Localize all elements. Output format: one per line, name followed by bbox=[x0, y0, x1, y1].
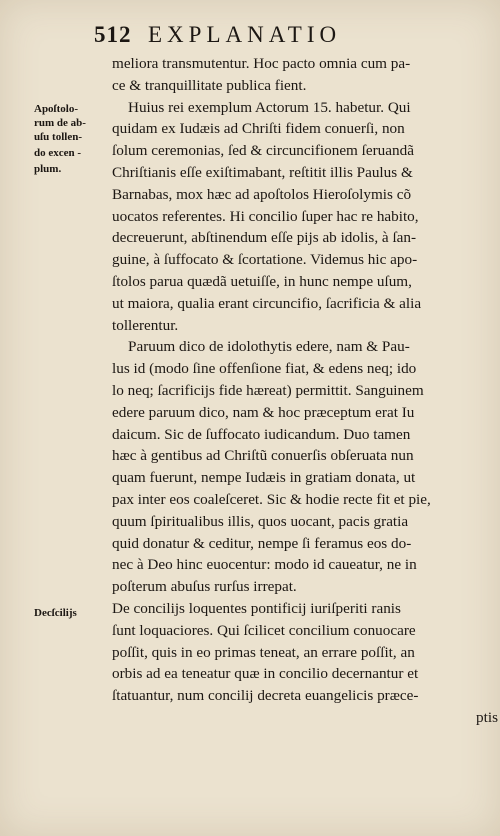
text-line: poſſit, quis in eo primas teneat, an errare poſſit, an bbox=[112, 643, 415, 661]
text-line: ut maiora, qualia erant circuncifio, ſacrificia & alia bbox=[112, 294, 422, 312]
main-text-block bbox=[112, 53, 498, 729]
text-line: ſunt loquaciores. Qui ſcilicet concilium conuocare bbox=[112, 621, 416, 639]
text-line: nec à Deo hinc euocentur: modo id caueatur, ne in bbox=[112, 556, 417, 574]
text-line: tollerentur. bbox=[112, 316, 179, 334]
text-line: edere paruum dico, nam & hoc præceptum erat Iu bbox=[112, 403, 415, 421]
text-line: quid donatur & ceditur, nempe ſi feramus eos do- bbox=[112, 534, 412, 552]
text-line: Paruum dico de idolothytis edere, nam & Pau- bbox=[128, 338, 410, 356]
text-line: hæc à gentibus ad Chriſtũ conuerſis obſeruata nun bbox=[112, 447, 414, 465]
text-line: Barnabas, mox hæc ad apoſtolos Hieroſolymis cõ bbox=[112, 185, 412, 203]
text-line: guine, à ſuffocato & ſcortatione. Videmus hic apo- bbox=[112, 251, 418, 269]
text-line: meliora transmutentur. Hoc pacto omnia cum pa- bbox=[112, 55, 411, 72]
text-line: decreuerunt, abſtinendum eſſe pijs ab idolis, à ſan- bbox=[112, 229, 417, 247]
margin-note: uſu tollen- bbox=[34, 131, 82, 143]
text-line: Huius rei exemplum Actorum 15. habetur. Qui bbox=[128, 98, 411, 116]
text-line: ſtolos parua quædã uetuiſſe, in hunc nempe uſum, bbox=[112, 272, 412, 290]
text-line: pax inter eos coaleſceret. Sic & hodie recte fit et pie, bbox=[112, 490, 431, 508]
text-line: ſtatuantur, num concilij decreta euangelicis præce- bbox=[112, 687, 419, 705]
text-line: quum ſpiritualibus illis, quos uocant, pacis gratia bbox=[112, 512, 409, 530]
text-line: quidam ex Iudæis ad Chriſti fidem conuerſi, non bbox=[112, 120, 405, 138]
margin-note: do excen - bbox=[34, 147, 82, 159]
page-number: 512 bbox=[94, 22, 132, 47]
running-head: EXPLANATIO bbox=[148, 22, 342, 47]
text-line: Chriſtianis eſſe exiſtimabant, reſtitit illis Paulus & bbox=[112, 163, 413, 181]
text-line: uocatos referentes. Hi concilio ſuper hac re habito, bbox=[112, 207, 419, 225]
margin-note: Decſcilijs bbox=[34, 607, 77, 619]
text-line: lo neq; ſacrificijs fide hæreat) permittit. Sanguinem bbox=[112, 381, 424, 399]
text-line: daicum. Sic de ſuffocato iudicandum. Duo tamen bbox=[112, 425, 411, 443]
text-line: lus id (modo ſine offenſione fiat, & edens neq; ido bbox=[112, 360, 417, 378]
page-header bbox=[94, 22, 494, 50]
text-line: orbis ad ea teneatur quæ in concilio decernantur et bbox=[112, 665, 419, 683]
text-line: ce & tranquillitate publica fient. bbox=[112, 76, 307, 94]
text-line: De concilijs loquentes pontificij iuriſperiti ranis bbox=[112, 599, 401, 617]
text-line: ptis bbox=[476, 708, 498, 726]
text-line: poſterum abuſus rurſus irrepat. bbox=[112, 578, 297, 596]
margin-note: plum. bbox=[34, 163, 62, 175]
text-line: ſolum ceremonias, ſed & circuncifionem ſeruandã bbox=[112, 142, 414, 160]
margin-note: Apoſtolo- bbox=[34, 103, 78, 115]
margin-note: rum de ab- bbox=[34, 117, 86, 129]
text-line: quam fuerunt, nempe Iudæis in gratiam donata, ut bbox=[112, 469, 416, 487]
